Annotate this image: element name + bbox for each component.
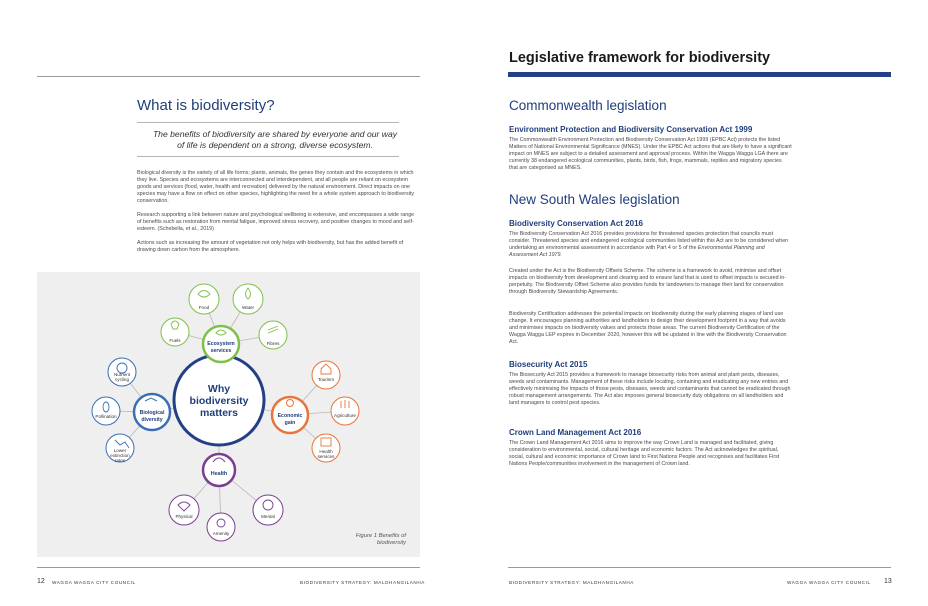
node-physical xyxy=(169,495,199,525)
intro-paragraph-1: Biological diversity is the variety of all life forms; plants, animals, the genes they contain and the ecosystems in which they live. Species and ecosystems are interconnected and interdependent, and all people are reliant on ecosystem goods and services (food, water, health and recreation) delivered by the natural environment. Direct impacts on one species may have a flow on effect on other species, highlighting the need for a whole system approach to biodiversity conservation. xyxy=(137,170,415,205)
right-page-number: 13 xyxy=(884,578,892,585)
left-top-rule xyxy=(37,76,420,77)
label-health-services-2: services xyxy=(317,454,335,459)
node-pollination xyxy=(92,397,120,425)
svg-text:Ecosystem: Ecosystem xyxy=(207,341,235,347)
label-fuels: Fuels xyxy=(169,338,181,343)
crown-land-act-title: Crown Land Management Act 2016 xyxy=(509,428,642,437)
label-extinction-3: rates xyxy=(114,458,126,463)
label-food: Food xyxy=(198,305,210,310)
label-extinction-2: extinction xyxy=(110,453,130,458)
label-agriculture: Agriculture xyxy=(334,413,356,418)
title-accent-bar xyxy=(508,72,891,77)
center-hub xyxy=(174,355,264,445)
bc-act-paragraph-1 xyxy=(509,231,792,259)
crown-land-act-text: The Crown Land Management Act 2016 aims to improve the way Crown Land is managed and facilitated, giving consideration to environmental, social, cultural heritage and economic factors. The Act acknowledges the spiritual, social, cultural and economic importance of Crown land to First Nations People and recognises and facilitates First Nations People/communities involvement in the management of Crown land. xyxy=(509,440,780,468)
center-label-line-3: matters xyxy=(200,407,238,419)
hub-biological-diversity xyxy=(134,394,170,430)
label-fibres: Fibres xyxy=(266,341,280,346)
left-page-number: 12 xyxy=(37,578,45,585)
bc-act-paragraph-1-text: The Biodiversity Conservation Act 2016 provides provisions for threatened species protection that councils must consider. Threatened species and endangered ecological communities listed within this Act are to be considered when undertaking an environmental assessment in accordance with Part 4 or 5 of the xyxy=(509,231,789,252)
quote-bottom-rule xyxy=(137,156,399,157)
left-footer-rule xyxy=(37,567,420,568)
left-footer-org: WAGGA WAGGA CITY COUNCIL xyxy=(52,580,136,585)
label-amenity: Amenity xyxy=(212,531,230,536)
label-nutrient-1: Nutrient xyxy=(113,372,131,377)
label-water: Water xyxy=(241,305,255,310)
svg-text:Economic: Economic xyxy=(277,413,303,419)
svg-text:Health: Health xyxy=(210,471,228,477)
label-health-services-1: Health xyxy=(319,449,333,454)
hub-ecosystem-services xyxy=(203,326,239,362)
epa-act-reference: Environmental Planning and Assessment Act 1979. xyxy=(509,245,765,259)
left-section-title: What is biodiversity? xyxy=(137,97,275,114)
quote-top-rule xyxy=(137,122,399,123)
svg-text:services: services xyxy=(210,348,232,354)
epbc-act-text: The Commonwealth Environment Protection and Biodiversity Conservation Act 1999 (EPBC Act) protects the listed Matters of National Environmental Significance (MNES). Under the EPBC Act actions that are likely to have a significant impact on MNES are subject to a detailed assessment and approval process. Within the Wagga Wagga LGA there are currently 38 endangered ecological communities, plants, birds, fish, frogs, mammals, reptiles and migratory species that are categorised as MNES. xyxy=(509,137,792,172)
biosecurity-act-title: Biosecurity Act 2015 xyxy=(509,360,588,369)
right-footer-rule xyxy=(508,567,891,568)
right-footer-doc: BIODIVERSITY STRATEGY: MALDHANGILANHA xyxy=(509,580,634,585)
label-pollination: Pollination xyxy=(95,414,117,419)
benefits-diagram xyxy=(37,272,420,557)
right-page-title: Legislative framework for biodiversity xyxy=(509,50,771,66)
biosecurity-act-text: The Biosecurity Act 2015 provides a framework to manage biosecurity risks from animal and plant pests, diseases, weeds and contaminants. Management of these risks include locating, containing and eradicating any new entries and effectively minimising the impacts of those pests, diseases, weeds and contaminants that cannot be eradicated through robust management arrangements. The Act also imposes general biosecurity duty obligations on all landholders and land managers to control pest species. xyxy=(509,372,791,407)
label-nutrient-2: cycling xyxy=(114,377,130,382)
label-mental: Mental xyxy=(261,514,275,519)
figure-biodiversity-benefits xyxy=(37,272,420,557)
intro-paragraph-3: Actions such as increasing the amount of vegetation not only helps with biodiversity, but has the added benefit of drawing down carbon from the atmosphere. xyxy=(137,240,404,254)
center-label-line-2: biodiversity xyxy=(189,395,249,407)
nsw-heading: New South Wales legislation xyxy=(509,192,680,207)
intro-paragraph-2: Research supporting a link between nature and psychological wellbeing is extensive, and encompasses a wide range of benefits such as restoration from mental fatigue, improved stress recovery, and positive changes to mood and self-esteem. (Schebella, et al., 2019) xyxy=(137,212,415,233)
pull-quote: The benefits of biodiversity are shared by everyone and our way of life is dependent on a strong, diverse ecosystem. xyxy=(152,129,398,150)
svg-text:diversity: diversity xyxy=(141,417,163,423)
hub-health xyxy=(203,454,235,486)
bc-act-title: Biodiversity Conservation Act 2016 xyxy=(509,219,643,228)
left-footer-doc: BIODIVERSITY STRATEGY: MALDHANGILANHA xyxy=(300,580,425,585)
bc-act-paragraph-3: Biodiversity Certification addresses the potential impacts on biodiversity during the early planning stages of land use change. It encourages planning authorities and landholders to design their development footprint in a way that avoids and minimises impacts on biodiversity values and protects those areas. The current Biodiversity Certification of the Wagga Wagga LEP expires in December 2020, however this will be updated in line with the Biodiversity Conservation Act. xyxy=(509,311,787,346)
label-tourism: Tourism xyxy=(317,377,335,382)
label-physical: Physical xyxy=(175,514,193,519)
label-extinction-1: Lower xyxy=(113,448,127,453)
svg-text:gain: gain xyxy=(284,420,296,426)
center-label-line-1: Why xyxy=(207,383,231,395)
node-tourism xyxy=(312,361,340,389)
right-footer-org: WAGGA WAGGA CITY COUNCIL xyxy=(787,580,871,585)
epbc-act-title: Environment Protection and Biodiversity Conservation Act 1999 xyxy=(509,125,753,134)
bc-act-paragraph-2: Created under the Act is the Biodiversity Offsets Scheme. The scheme is a framework to avoid, minimise and offset impacts on biodiversity from development and clearing and to ensure land that is used to offset impacts is secured in-perpetuity. The Biodiversity Offset Scheme also provides funds for landowners to manage their land for conservation through Biodiversity Stewardship Agreements. xyxy=(509,268,787,296)
figure-caption: Figure 1 Benefits of biodiversity xyxy=(355,533,406,546)
svg-text:Biological: Biological xyxy=(139,410,165,416)
commonwealth-heading: Commonwealth legislation xyxy=(509,98,667,113)
hub-economic-gain xyxy=(272,397,308,433)
